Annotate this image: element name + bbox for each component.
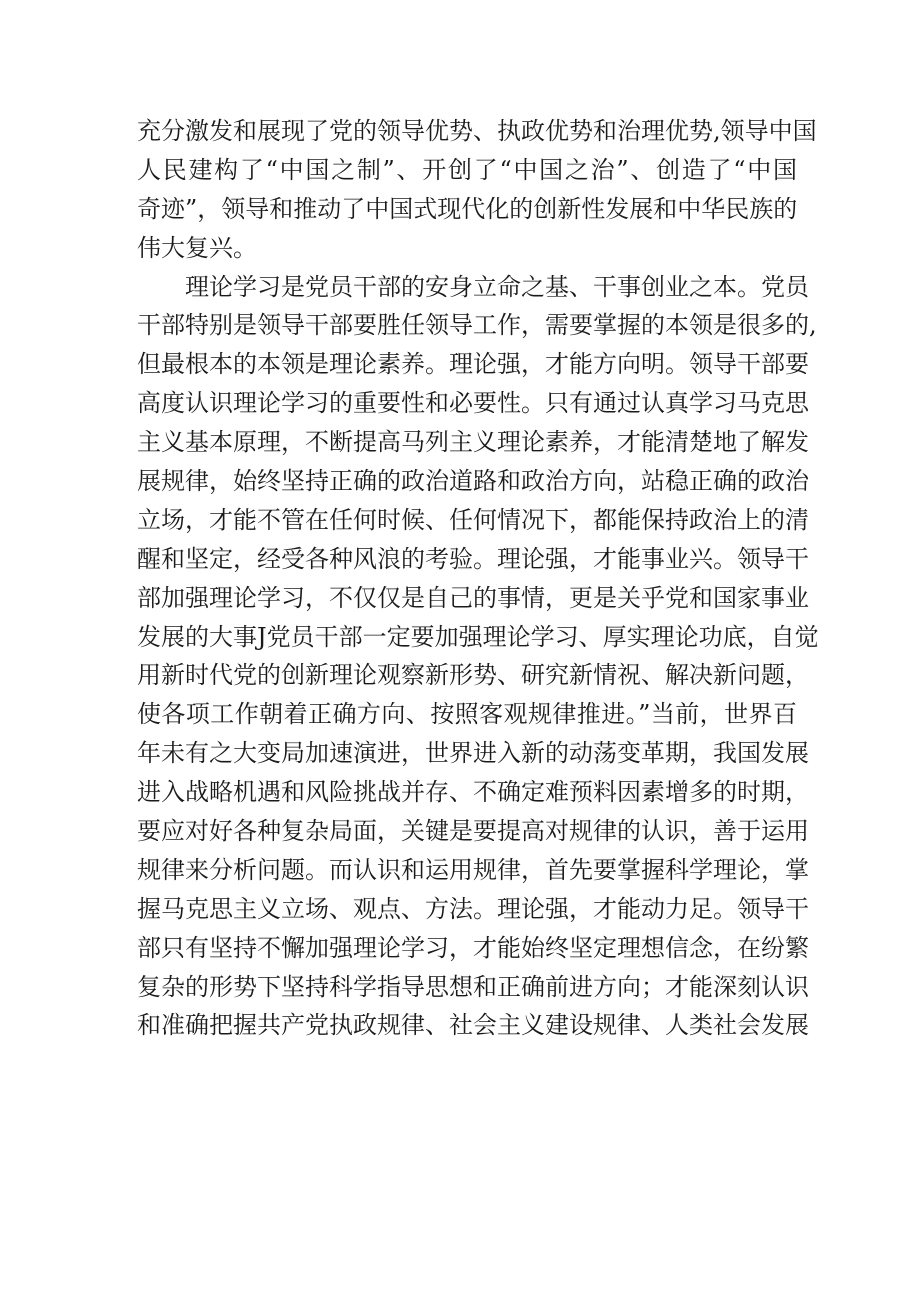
- document-body: [137, 112, 819, 1045]
- text-line: 展规律，始终坚持正确的政治道路和政治方向，站稳正确的政治: [137, 467, 809, 496]
- text-line: 伟大复兴。: [137, 233, 257, 262]
- text-line: 要应对好各种复杂局面，关键是要提高对规律的认识，善于运用: [137, 817, 809, 846]
- text-line: 人民建构了“中国之制”、开创了“中国之治”、创造了“中国: [137, 155, 797, 184]
- text-line: 主义基本原理，不断提高马列主义理论素养，才能清楚地了解发: [137, 428, 809, 457]
- text-line: 干部特别是领导干部要胜任领导工作，需要掌握的本领是很多的,: [137, 311, 817, 340]
- text-line: 复杂的形势下坚持科学指导思想和正确前进方向；才能深刻认识: [137, 972, 809, 1001]
- text-line: 发展的大事J党员干部一定要加强理论学习、厚实理论功底，自觉: [137, 622, 819, 651]
- text-line: 用新时代党的创新理论观察新形势、研究新情祝、解决新问题，: [137, 661, 809, 690]
- text-line: 进入战略机遇和风险挑战并存、不确定难预料因素增多的时期，: [137, 778, 809, 807]
- text-line: 理论学习是党员干部的安身立命之基、干事创业之本。党员: [185, 272, 809, 301]
- text-line: 握马克思主义立场、观点、方法。理论强，才能动力足。领导干: [137, 894, 809, 923]
- text-line: 年未有之大变局加速演进，世界进入新的动荡变革期，我国发展: [137, 739, 809, 768]
- text-line: 部只有坚持不懈加强理论学习，才能始终坚定理想信念，在纷繁: [137, 933, 809, 962]
- text-line: 使各项工作朝着正确方向、按照客观规律推进。”当前，世界百: [137, 700, 797, 729]
- text-line: 和准确把握共产党执政规律、社会主义建设规律、人类社会发展: [137, 1011, 809, 1040]
- text-line: 立场，才能不管在任何时候、任何情况下，都能保持政治上的清: [137, 505, 809, 534]
- text-line: 但最根本的本领是理论素养。理论强，才能方向明。领导干部要: [137, 350, 809, 379]
- text-line: 醒和坚定，经受各种风浪的考验。理论强，才能事业兴。领导干: [137, 544, 809, 573]
- text-line: 奇迹”，领导和推动了中国式现代化的创新性发展和中华民族的: [137, 194, 798, 223]
- text-line: 高度认识理论学习的重要性和必要性。只有通过认真学习马克思: [137, 389, 809, 418]
- text-line: 充分激发和展现了党的领导优势、执政优势和治理优势,领导中国: [137, 117, 817, 145]
- text-line: 部加强理论学习，不仅仅是自己的事情，更是关乎党和国家事业: [137, 583, 809, 612]
- text-line: 规律来分析问题。而认识和运用规律，首先要掌握科学理论，掌: [137, 855, 809, 884]
